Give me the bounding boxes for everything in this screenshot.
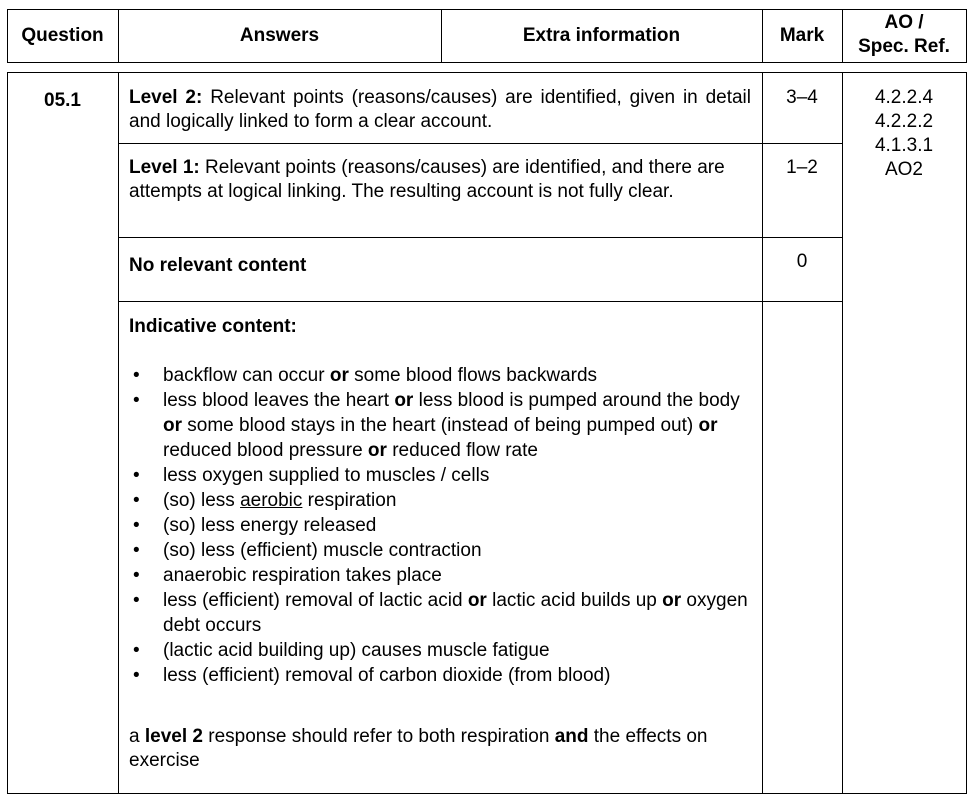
header-mark: Mark: [779, 25, 825, 46]
header-divider: [966, 9, 967, 63]
row-separator: [118, 143, 843, 144]
bold-text: or: [367, 440, 387, 461]
header-bottom-border: [7, 62, 967, 63]
text-run: reduced flow rate: [386, 440, 538, 461]
level-text: Relevant points (reasons/causes) are identified, and there are attempts at logical linking. The resulting account is not fully clear.: [129, 157, 725, 202]
bold-text: or: [467, 590, 487, 611]
indicative-bullet: [129, 463, 751, 488]
text-run: backflow can occur: [163, 365, 330, 386]
indicative-bullet: [129, 663, 751, 688]
level-2-descriptor: [129, 86, 751, 134]
spec-ref: AO2: [884, 159, 924, 180]
bold-text: or: [698, 415, 718, 436]
level-text: Relevant points (reasons/causes) are identified, given in detail and logically linked to form a clear account.: [129, 87, 752, 132]
body-divider: [762, 72, 763, 794]
text-run: the effects on exercise: [129, 726, 708, 771]
body-bottom-border: [7, 793, 967, 794]
body-top-border: [7, 72, 967, 73]
no-relevant-content: [129, 254, 751, 278]
spec-ref-list: [842, 86, 966, 182]
text-run: less oxygen supplied to muscles / cells: [163, 465, 490, 486]
level-label: Level 1:: [129, 157, 200, 178]
text-run: oxygen debt occurs: [163, 590, 748, 636]
indicative-bullet: [129, 488, 751, 513]
bold-text: and: [554, 726, 589, 747]
indicative-bullet: [129, 638, 751, 663]
question-number: 05.1: [44, 90, 81, 111]
body-divider: [7, 72, 8, 794]
underlined-text: aerobic: [240, 490, 303, 511]
bold-text: or: [394, 390, 414, 411]
header-ao-line2: Spec. Ref.: [858, 36, 950, 57]
indicative-bullet: [129, 363, 751, 388]
spec-ref: 4.1.3.1: [874, 135, 934, 156]
text-run: some blood flows backwards: [348, 365, 598, 386]
text-run: lactic acid builds up: [486, 590, 663, 611]
header-answers: Answers: [239, 25, 320, 46]
body-divider: [118, 72, 119, 794]
level-1-descriptor: [129, 156, 751, 204]
bold-text: level 2: [144, 726, 203, 747]
body-divider: [966, 72, 967, 794]
text-run: (so) less (efficient) muscle contraction: [163, 540, 482, 561]
row-separator: [118, 237, 843, 238]
indicative-content-heading: Indicative content:: [129, 316, 297, 337]
level-label: No relevant content: [129, 255, 307, 276]
header-extra-information: Extra information: [522, 25, 681, 46]
bold-text: or: [163, 415, 182, 436]
closing-note: [129, 725, 751, 773]
text-run: (so) less energy released: [163, 515, 377, 536]
text-run: respiration: [302, 490, 397, 511]
text-run: some blood stays in the heart (instead of being pumped out): [182, 415, 699, 436]
indicative-bullet: [129, 588, 751, 638]
header-top-border: [7, 9, 967, 10]
row-separator: [118, 301, 843, 302]
text-run: less (efficient) removal of carbon dioxide (from blood): [163, 665, 611, 686]
bold-text: or: [329, 365, 349, 386]
bold-text: or: [662, 590, 682, 611]
text-run: less blood is pumped around the body: [413, 390, 740, 411]
indicative-bullet: [129, 513, 751, 538]
spec-ref: 4.2.2.4: [874, 87, 934, 108]
text-run: less blood leaves the heart: [163, 390, 395, 411]
indicative-bullet: [129, 388, 751, 463]
spec-ref: 4.2.2.2: [874, 111, 934, 132]
text-run: anaerobic respiration takes place: [163, 565, 442, 586]
level-label: Level 2:: [129, 87, 203, 108]
header-question: Question: [21, 25, 104, 46]
header-ao-line1: AO /: [884, 12, 924, 33]
text-run: reduced blood pressure: [163, 440, 368, 461]
indicative-content-list: [129, 363, 751, 688]
mark-zero: 0: [796, 251, 808, 272]
text-run: (so) less: [163, 490, 241, 511]
text-run: less (efficient) removal of lactic acid: [163, 590, 468, 611]
mark-level-2: 3–4: [786, 87, 818, 108]
text-run: a: [129, 726, 145, 747]
text-run: response should refer to both respiration: [202, 726, 555, 747]
indicative-bullet: [129, 563, 751, 588]
mark-level-1: 1–2: [786, 157, 818, 178]
text-run: (lactic acid building up) causes muscle fatigue: [163, 640, 550, 661]
indicative-bullet: [129, 538, 751, 563]
